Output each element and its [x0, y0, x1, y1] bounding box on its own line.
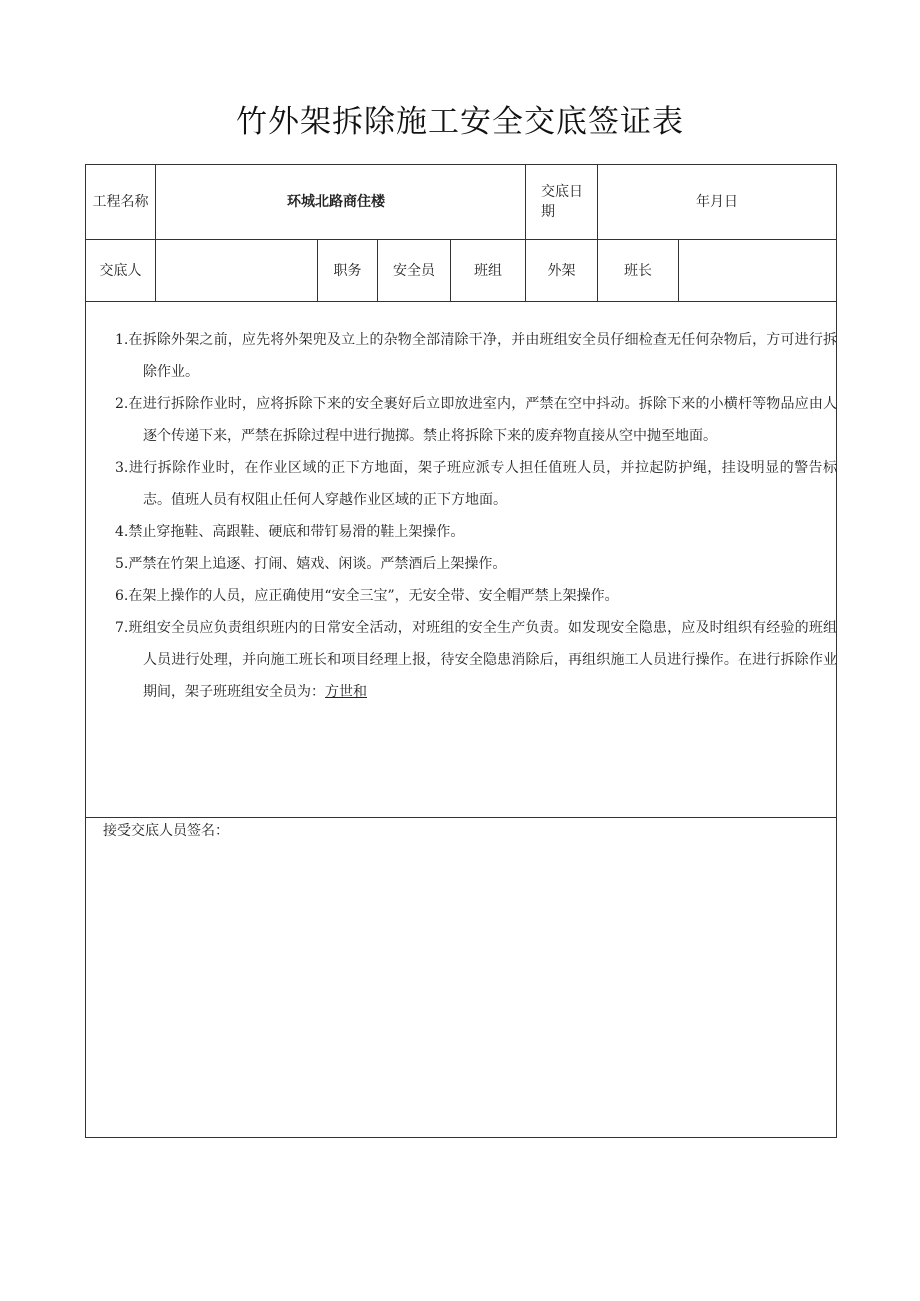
discloser-label: 交底人 [99, 262, 142, 279]
form-border-bottom [85, 1137, 837, 1138]
signature-label: 接受交底人员签名： [103, 823, 229, 839]
disclosure-date-label: 交底日期 [541, 184, 583, 220]
instruction-text: 7.班组安全员应负责组织班内的日常安全活动，对班组的安全生产负责。如发现安全隐患，应及时组织有经验的班组人员进行处理，并向施工班长和项目经理上报，待安全隐患消除后，再组织施工人员进行操作。在进行拆除作业期间，架子班班组安全员为： [115, 620, 837, 700]
project-name-value: 环城北路商住楼 [287, 194, 385, 210]
disclosure-date-value: 年月日 [696, 194, 738, 210]
instruction-item: 4.禁止穿拖鞋、高跟鞋、硬底和带钉易滑的鞋上架操作。 [115, 524, 465, 540]
position-label: 职务 [333, 262, 362, 279]
form-title: 竹外架拆除施工安全交底签证表 [236, 104, 684, 140]
instruction-item: 6.在架上操作的人员，应正确使用“安全三宝”，无安全带、安全帽严禁上架操作。 [115, 588, 619, 604]
disclosure-form [85, 164, 837, 1138]
instruction-item: 1.在拆除外架之前，应先将外架兜及立上的杂物全部清除干净，并由班组安全员仔细检查无任何杂物后，方可进行拆除作业。 [115, 332, 837, 380]
instruction-item: 2.在进行拆除作业时，应将拆除下来的安全裹好后立即放进室内，严禁在空中抖动。拆除下来的小横杆等物品应由人逐个传递下来，严禁在拆除过程中进行抛掷。禁止将拆除下来的废弃物直接从空中抛至地面。 [115, 396, 837, 444]
safety-instructions [115, 324, 837, 708]
instruction-item: 5.严禁在竹架上追逐、打闹、嬉戏、闲谈。严禁酒后上架操作。 [115, 556, 507, 572]
signature-area[interactable] [86, 818, 836, 1137]
row-divider-2 [85, 301, 837, 302]
team-value: 外架 [547, 262, 576, 279]
team-leader-value [679, 240, 836, 301]
discloser-value [156, 240, 317, 301]
instruction-item [115, 612, 837, 708]
position-value: 安全员 [393, 262, 435, 279]
instruction-item: 3.进行拆除作业时，在作业区域的正下方地面，架子班应派专人担任值班人员，并拉起防护绳，挂设明显的警告标志。值班人员有权阻止任何人穿越作业区域的正下方地面。 [115, 460, 837, 508]
safety-officer-name: 方世和 [325, 684, 367, 700]
team-leader-label: 班长 [624, 262, 652, 279]
project-name-label: 工程名称 [92, 194, 149, 210]
team-label: 班组 [474, 262, 502, 279]
